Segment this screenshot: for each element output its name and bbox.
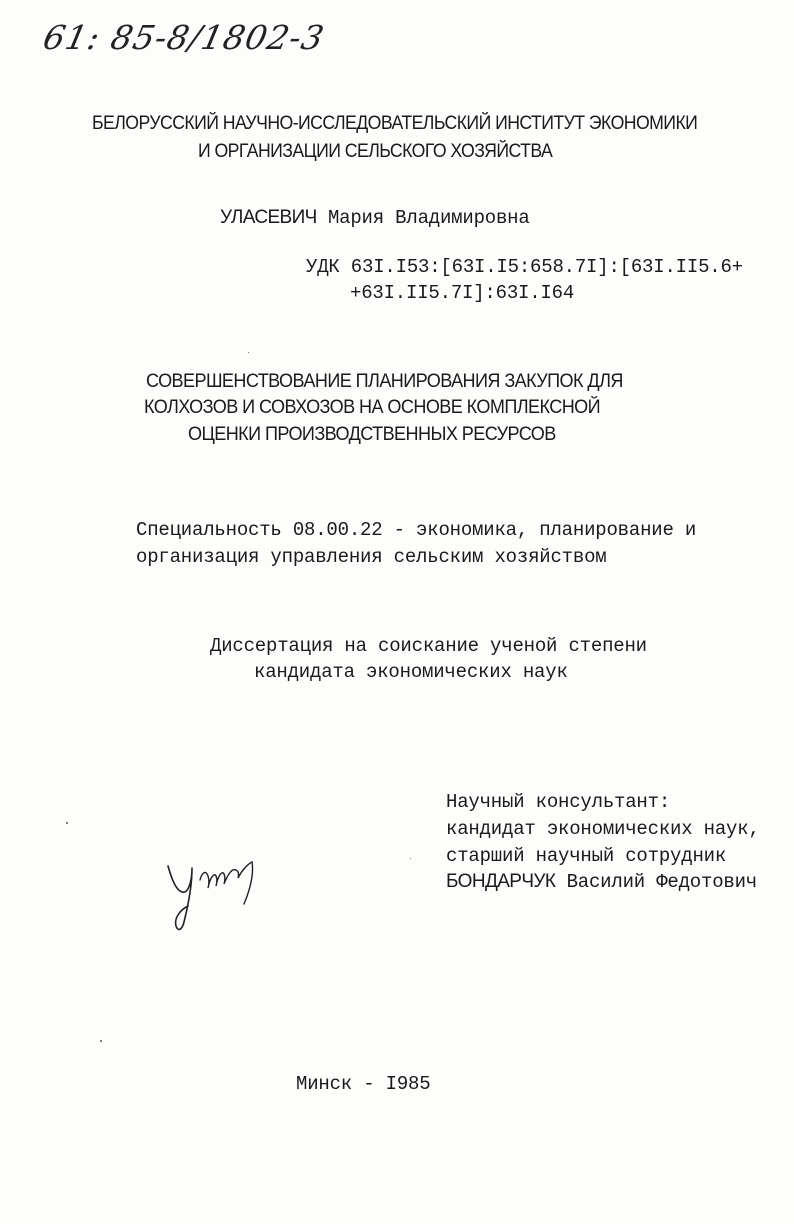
institute-name-line2: И ОРГАНИЗАЦИИ СЕЛЬСКОГО ХОЗЯЙСТВА xyxy=(198,141,553,162)
dissertation-title-line2: КОЛХОЗОВ И СОВХОЗОВ НА ОСНОВЕ КОМПЛЕКСНОЙ xyxy=(144,397,601,418)
author-surname: УЛАСЕВИЧ xyxy=(220,207,317,228)
scan-speck xyxy=(248,352,249,353)
place-and-year: Минск - I985 xyxy=(296,1073,431,1095)
udc-line2: +63I.II5.7I]:63I.I64 xyxy=(350,282,575,304)
scan-speck xyxy=(410,858,411,859)
specialty-line1: Специальность 08.00.22 - экономика, планирование и xyxy=(136,519,697,541)
institute-name-line1: БЕЛОРУССКИЙ НАУЧНО-ИССЛЕДОВАТЕЛЬСКИЙ ИНСТИТУТ ЭКОНОМИКИ xyxy=(92,113,698,134)
consultant-position: старший научный сотрудник xyxy=(446,845,727,867)
author-name xyxy=(220,206,530,230)
archive-mark: 61: 85-8/1802-3 xyxy=(39,18,329,57)
scan-speck xyxy=(100,1040,102,1042)
consultant-surname: БОНДАРЧУК xyxy=(446,871,556,892)
signature-image xyxy=(158,846,268,936)
consultant-given-names: Василий Федотович xyxy=(566,871,758,893)
author-given-names: Мария Владимировна xyxy=(327,207,530,229)
scan-speck xyxy=(66,822,68,824)
consultant-name xyxy=(446,870,757,894)
dissertation-title-line1: СОВЕРШЕНСТВОВАНИЕ ПЛАНИРОВАНИЯ ЗАКУПОК ДЛЯ xyxy=(146,371,623,392)
consultant-heading: Научный консультант: xyxy=(446,791,671,813)
consultant-degree: кандидат экономических наук, xyxy=(446,818,760,840)
dissertation-title-line3: ОЦЕНКИ ПРОИЗВОДСТВЕННЫХ РЕСУРСОВ xyxy=(188,424,556,445)
specialty-line2: организация управления сельским хозяйством xyxy=(136,546,607,568)
degree-line1: Диссертация на соискание ученой степени xyxy=(210,635,647,657)
udc-line1: УДК 63I.I53:[63I.I5:658.7I]:[63I.II5.6+ xyxy=(306,256,743,278)
degree-line2: кандидата экономических наук xyxy=(254,661,568,683)
